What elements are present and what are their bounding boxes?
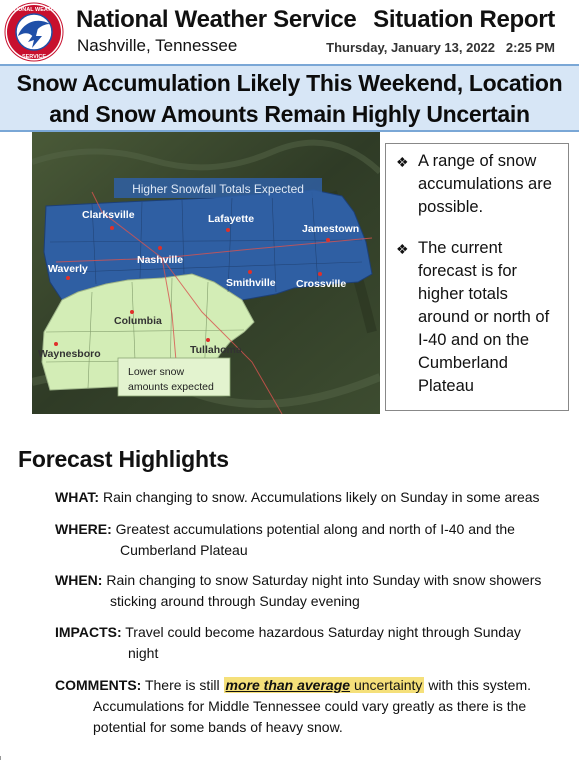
when-text-1: Rain changing to snow Saturday night into Sunday with snow showers (106, 572, 542, 588)
highlight-comments (55, 675, 545, 738)
highlight-impacts (55, 622, 545, 664)
city-columbia: Columbia (114, 315, 162, 327)
headline-banner (0, 64, 579, 132)
diamond-bullet-icon: ❖ (396, 154, 409, 170)
higher-snowfall-label: Higher Snowfall Totals Expected (132, 182, 304, 196)
page-edge (0, 756, 579, 760)
when-text-2: sticking around through Sunday evening (110, 593, 360, 609)
comments-emphasis: more than average (225, 677, 351, 693)
snowfall-map (32, 132, 380, 414)
what-label: WHAT: (55, 489, 100, 505)
where-text-1: Greatest accumulations potential along and north of I-40 and the (115, 521, 515, 537)
city-smithville: Smithville (226, 277, 276, 289)
where-label: WHERE: (55, 521, 112, 537)
city-waynesboro: Waynesboro (38, 348, 101, 360)
city-tullahoma: Tullahoma (190, 344, 242, 356)
lower-snowfall-label-2: amounts expected (128, 381, 214, 393)
highlighted-phrase (224, 677, 425, 693)
city-waverly: Waverly (48, 263, 88, 275)
key-point-text: The current forecast is for higher totals around or north of I-40 and on the Cumberland Plateau (418, 239, 550, 395)
diamond-bullet-icon: ❖ (396, 241, 409, 257)
snowfall-map-graphic (32, 132, 380, 414)
impacts-text-2: night (128, 645, 159, 661)
logo-text-bottom: SERVICE (21, 54, 47, 60)
comments-mid: uncertainty (353, 677, 423, 693)
highlights-title: Forecast Highlights (18, 446, 229, 472)
city-nashville: Nashville (137, 254, 184, 266)
city-clarksville: Clarksville (82, 209, 135, 221)
impacts-text-1: Travel could become hazardous Saturday night through Sunday (125, 624, 521, 640)
when-label: WHEN: (55, 572, 103, 588)
org-name: National Weather Service (76, 6, 357, 33)
highlight-when (55, 570, 545, 612)
highlight-where (55, 519, 545, 561)
city-lafayette: Lafayette (208, 213, 255, 225)
nws-logo-icon (4, 2, 64, 62)
report-header (0, 0, 579, 62)
city-jamestown: Jamestown (302, 223, 360, 235)
where-text-2: Cumberland Plateau (120, 542, 248, 558)
impacts-label: IMPACTS: (55, 624, 122, 640)
comments-pre: There is still (144, 677, 220, 693)
report-title: Situation Report (373, 6, 555, 33)
city-crossville: Crossville (296, 278, 347, 290)
report-date: Thursday, January 13, 2022 2:25 PM (326, 40, 555, 55)
what-text: Rain changing to snow. Accumulations likely on Sunday in some areas (102, 489, 540, 505)
comments-text-3: potential for some bands of heavy snow. (93, 719, 343, 735)
key-point (394, 237, 562, 398)
comments-post: with this system. (428, 677, 532, 693)
key-point-text: A range of snow accumulations are possible. (418, 152, 552, 216)
headline-line-2: and Snow Amounts Remain Highly Uncertain (49, 101, 530, 127)
lower-snowfall-label-1: Lower snow (128, 366, 185, 378)
highlight-what (55, 487, 545, 508)
comments-label: COMMENTS: (55, 677, 142, 693)
office-location: Nashville, Tennessee (77, 36, 238, 55)
key-point (394, 150, 562, 219)
comments-text-2: Accumulations for Middle Tennessee could vary greatly as there is the (93, 698, 527, 714)
logo-text-top: NATIONAL WEATHER (5, 7, 63, 13)
key-points-box (385, 143, 569, 411)
headline-line-1: Snow Accumulation Likely This Weekend, Location (16, 70, 563, 96)
